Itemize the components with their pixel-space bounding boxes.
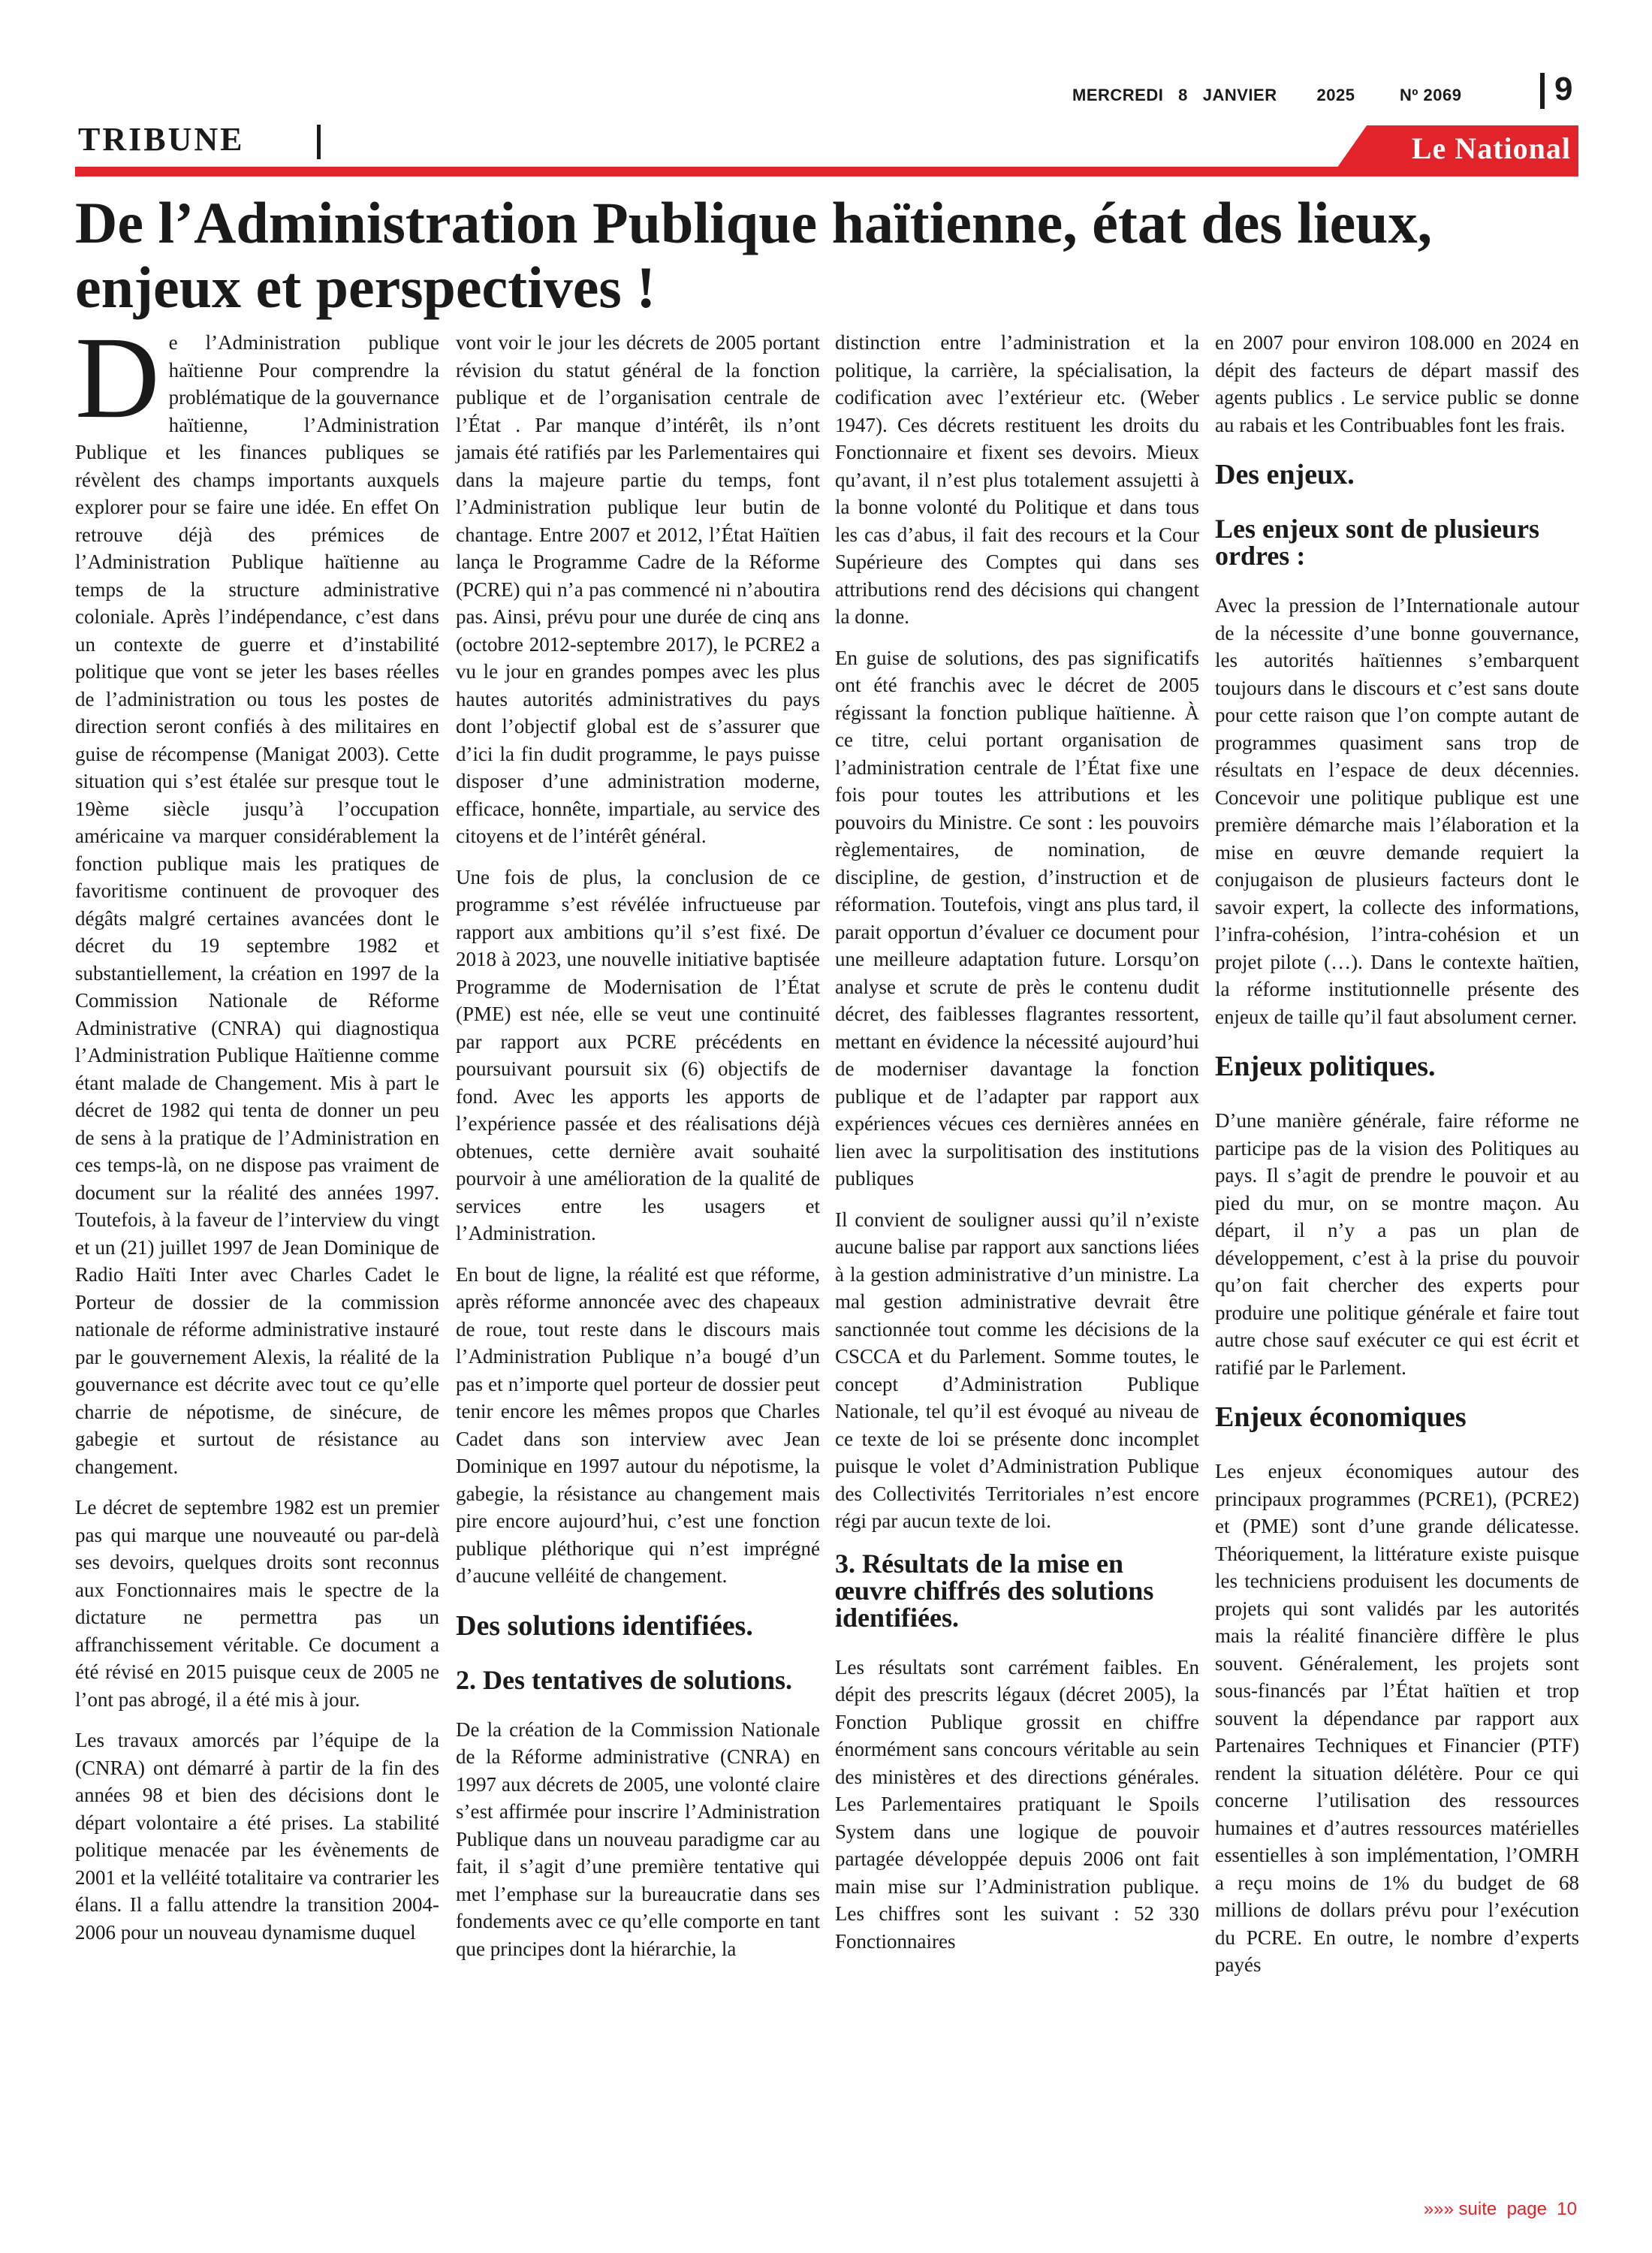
article-paragraph: en 2007 pour environ 108.000 en 2024 en dépit des facteurs de départ massif des agents publics . Le service public se donne au rabais et les Contribuables font les frais.	[1215, 331, 1579, 436]
subsection-heading: 2. Des tentatives de solutions.	[456, 1664, 792, 1695]
issue-date-line: MERCREDI 8 JANVIER 2025 Nº 2069	[1072, 86, 1462, 104]
article-column-1	[75, 312, 439, 1959]
article-paragraph: Une fois de plus, la conclusion de ce programme s’est révélée infructueuse par rapport aux ambitions qu’il s’est fixé. De 2018 à 2023, une nouvelle initiative baptisée Programme de Modernisation de l’État (PME) est née, elle se veut une continuité par rapport aux PCRE précédents en poursuivant poursuit six (6) objectifs de fond. Avec les apports les apports de l’expérience passée et des réalisations déjà obtenues, cette dernière avait souhaité pourvoir à une amélioration de la qualité de services entre les usagers et l’Administration.	[456, 865, 820, 1244]
subsection-heading: Les enjeux sont de plusieurs ordres :	[1215, 514, 1540, 571]
section-heading: Des enjeux.	[1215, 459, 1355, 490]
article-paragraph: En bout de ligne, la réalité est que réforme, après réforme annoncée avec des chapeaux de roue, tout reste dans le discours mais l’Administration Publique n’a bougé d’un pas et n’importe quel porteur de dossier peut tenir encore les mêmes propos que Charles Cadet dans son interview avec Jean Dominique en 1997 autour du népotisme, la gabegie, la résistance au changement mais pire encore aujourd’hui, c’est une fonction publique pléthorique qui n’est imprégné d’aucune velléité de changement.	[456, 1262, 820, 1587]
newspaper-name: Le National	[1411, 131, 1571, 165]
article-paragraph: distinction entre l’administration et la politique, la carrière, la spécialisation, la codification avec l’extérieur etc. (Weber 1947). Ces décrets restituent les droits du Fonctionnaire et fixent ses devoirs. Mieux qu’avant, il n’est plus totalement assujetti à la bonne volonté du Politique et dans tous les cas d’abus, il fait des recours et la Cour Supérieure des Comptes qui dans ses attributions rend des décisions qui changent la donne.	[835, 331, 1199, 628]
drop-cap: D	[75, 312, 160, 442]
article-paragraph	[75, 312, 439, 1480]
article-column-2	[456, 329, 820, 1976]
article-column-4	[1215, 329, 1579, 1992]
section-heading: Enjeux économiques	[1215, 1401, 1467, 1433]
article-paragraph: Les résultats sont carrément faibles. En dépit des prescrits légaux (décret 2005), la Fonction Publique grossit en chiffre énormément sans concours véritable au sein des ministères et des directions générales. Les Parlementaires pratiquant le Spoils System dans une logique de pouvoir partagée développée depuis 2006 ont fait main mise sur l’Administration publique. Les chiffres sont les suivant : 52 330 Fonctionnaires	[835, 1655, 1199, 1953]
article-paragraph: Il convient de souligner aussi qu’il n’existe aucune balise par rapport aux sanctions liées à la gestion administrative d’un ministre. La mal gestion administrative devrait être sanctionnée tout comme les décisions de la CSCCA et du Parlement. Somme toutes, le concept d’Administration Publique Nationale, tel qu’il est évoqué au niveau de ce texte de loi se présente donc incomplet puisque le volet d’Administration Publique des Collectivités Territoriales n’est encore régi par aucun texte de loi.	[835, 1208, 1199, 1532]
section-separator	[317, 125, 321, 159]
page-number: 9	[1554, 71, 1573, 107]
article-paragraph: Le décret de septembre 1982 est un premier pas qui marque une nouveauté ou par-delà ses devoirs, quelques droits sont reconnus aux Fonctionnaires mais le spectre de la dictature ne permettra pas un affranchissement véritable. Ce document a été révisé en 2015 puisque ceux de 2005 ne l’ont pas abrogé, il a été mis à jour.	[75, 1496, 439, 1711]
section-heading: Des solutions identifiées.	[456, 1609, 753, 1642]
subsection-heading: 3. Résultats de la mise en œuvre chiffrés des solutions identifiées.	[835, 1548, 1154, 1633]
continued-on-page-link[interactable]: »»» suite page 10	[1423, 2199, 1577, 2219]
section-heading: Enjeux politiques.	[1215, 1051, 1436, 1082]
section-label: TRIBUNE	[78, 121, 245, 158]
article-paragraph: Avec la pression de l’Internationale autour de la nécessite d’une bonne gouvernance, les autorités haïtiennes s’embarquent toujours dans le discours et c’est sans doute pour cette raison que l’on compte autant de programmes quasiment sans trop de résultats en l’espace de deux décennies. Concevoir une politique publique est une première démarche mais l’élaboration et la mise en œuvre demande requiert la conjugaison de plusieurs facteurs dont le savoir expert, la collecte des informations, l’infra-cohésion, l’intra-cohésion et un projet pilote (…). Dans le contexte haïtien, la réforme institutionnelle présente des enjeux de taille qu’il faut absolument cerner.	[1215, 594, 1579, 1028]
header-divider	[1540, 73, 1545, 109]
article-column-3	[835, 329, 1199, 1968]
article-paragraph: De la création de la Commission Nationale de la Réforme administrative (CNRA) en 1997 aux décrets de 2005, une volonté claire s’est affirmée pour inscrire l’Administration Publique dans un nouveau paradigme car au fait, il s’agit d’une première tentative qui met l’emphase sur la bureaucratie dans ses fondements avec ce qu’elle comporte en tant que principes dont la hiérarchie, la	[456, 1718, 820, 1960]
article-paragraph: En guise de solutions, des pas significatifs ont été franchis avec le décret de 2005 régissant la fonction publique haïtienne. À ce titre, celui portant organisation de l’administration centrale de l’État fixe une fois pour toutes les attributions et les pouvoirs du Ministre. Ce sont : les pouvoirs règlementaires, de nomination, de discipline, de gestion, d’instruction et de réformation. Toutefois, vingt ans plus tard, il parait opportun d’évaluer ce document pour une meilleure adaptation future. Lorsqu’on analyse et scrute de près le contenu dudit décret, des faiblesses flagrantes ressortent, mettant en évidence la nécessité aujourd’hui de moderniser davantage la fonction publique et de l’adapter par rapport aux expériences vécues ces dernières années en lien avec la surpolitisation des institutions publiques	[835, 646, 1199, 1190]
article-paragraph: Les travaux amorcés par l’équipe de la (CNRA) ont démarré à partir de la fin des années 98 et bien des décisions dont le départ volontaire a été prises. La stabilité politique menacée par les évènements de 2001 et la velléité totalitaire va contrarier les élans. Il a fallu attendre la transition 2004-2006 pour un nouveau dynamisme duquel	[75, 1729, 439, 1944]
article-title: De l’Administration Publique haïtienne, état des lieux, enjeux et perspectives !	[75, 190, 1433, 320]
paragraph-text: e l’Administration publique haïtienne Pour comprendre la problématique de la gouvernance haïtienne, l’Administration Publique et les finances publiques se révèlent des champs importants auxquels explorer pour se faire une idée. En effet On retrouve déjà des prémices de l’Administration Publique haïtienne au temps de la structure administrative coloniale. Après l’indépendance, c’est dans un contexte de guerre et d’instabilité politique que vont se jeter les bases réelles de l’administration ou tous les postes de direction seront confiés à des militaires en guise de récompense (Manigat 2003). Cette situation qui s’est étalée sur presque tout le 19ème siècle jusqu’à l’occupation américaine va marquer considérablement la fonction publique mais les pratiques de favoritisme continuent de provoquer des dégâts malgré certaines avancées dont le décret du 19 septembre 1982 et substantiellement, la création en 1997 de la Commission Nationale de Réforme Administrative (CNRA) qui diagnostiqua l’Administration Publique Haïtienne comme étant malade de Changement. Mis à part le décret de 1982 qui tenta de donner un peu de sens à la pratique de l’Administration en ces temps-là, on ne dispose pas vraiment de document sur la réalité des années 1997. Toutefois, à la faveur de l’interview du vingt et un (21) juillet 1997 de Jean Dominique de Radio Haïti Inter avec Charles Cadet le Porteur de dossier de la commission nationale de réforme administrative instauré par le gouvernement Alexis, la réalité de la gouvernance est décrite avec tout ce qu’elle charrie de népotisme, de sinécure, de gabegie et surtout de résistance au changement.	[75, 331, 439, 1478]
header-red-rule	[75, 167, 1578, 176]
article-paragraph: vont voir le jour les décrets de 2005 portant révision du statut général de la fonction publique et de l’organisation centrale de l’État . Par manque d’intérêt, ils n’ont jamais été ratifiés par les Parlementaires qui dans la majeure partie du temps, font l’Administration publique leur butin de chantage. Entre 2007 et 2012, l’État Haïtien lança le Programme Cadre de la Réforme (PCRE) qui n’a pas commencé ni n’aboutira pas. Ainsi, prévu pour une durée de cinq ans (octobre 2012-septembre 2017), le PCRE2 a vu le jour en grandes pompes avec les plus hautes autorités administratives du pays dont l’objectif global est de s’assurer que d’ici la fin dudit programme, le pays puisse disposer d’une administration moderne, efficace, honnête, impartiale, au service des citoyens et de l’intérêt général.	[456, 331, 820, 847]
article-paragraph: D’une manière générale, faire réforme ne participe pas de la vision des Politiques au pays. Il s’agit de prendre le pouvoir et au pied du mur, on se montre maçon. Au départ, il n’y a pas un plan de développement, c’est à la prise du pouvoir qu’on fait chercher des experts pour produire une politique générale et faire tout autre chose sauf exécuter ce qui est écrit et ratifié par le Parlement.	[1215, 1109, 1579, 1379]
article-paragraph: Les enjeux économiques autour des principaux programmes (PCRE1), (PCRE2) et (PME) sont d’une grande délicatesse. Théoriquement, la littérature existe puisque les techniciens produisent les documents de projets qui sont validés par les autorités mais la réalité financière diffère le plus souvent. Généralement, les projets sont sous-financés par l’État haïtien et trop souvent la dépendance par rapport aux Partenaires Techniques et Financier (PTF) rendent la situation délétère. Pour ce qui concerne l’utilisation des ressources humaines et d’autres ressources matérielles essentielles à son implémentation, l’OMRH a reçu moins de 1% du budget de 68 millions de dollars prévu pour l’exécution du PCRE. En outre, le nombre d’experts payés	[1215, 1460, 1579, 1976]
